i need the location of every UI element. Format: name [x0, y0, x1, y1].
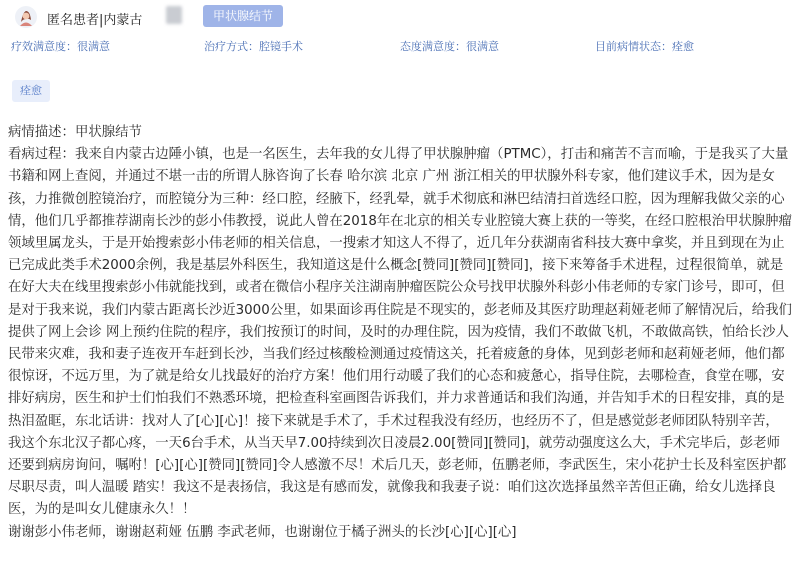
- status-chip: 痊愈: [12, 80, 50, 102]
- description-title: 病情描述：甲状腺结节: [8, 125, 142, 140]
- satisfaction-metrics: [0, 38, 800, 56]
- disease-tag[interactable]: 甲状腺结节: [203, 5, 283, 27]
- metric-value: 痊愈: [672, 40, 694, 53]
- metric-label: 疗效满意度：: [11, 40, 77, 53]
- redacted-region: [166, 6, 182, 24]
- metric-label: 治疗方式：: [204, 40, 259, 53]
- user-avatar-icon: [15, 6, 37, 28]
- description-footer: 谢谢彭小伟老师，谢谢赵莉娅 伍鹏 李武老师，也谢谢位于橘子洲头的长沙[心][心][心]: [8, 524, 517, 540]
- metric-attitude: [400, 38, 499, 54]
- metric-label: 态度满意度：: [400, 40, 466, 53]
- patient-name: 匿名患者|内蒙古: [47, 13, 143, 28]
- metric-efficacy: [11, 38, 110, 54]
- metric-value: 很满意: [77, 40, 110, 53]
- bottom-fade: [0, 545, 800, 571]
- review-header: [0, 0, 800, 34]
- condition-description: [8, 122, 792, 544]
- metric-value: 很满意: [466, 40, 499, 53]
- metric-treatment: [204, 38, 303, 54]
- metric-condition: [595, 38, 694, 54]
- metric-label: 目前病情状态：: [595, 40, 672, 53]
- metric-value: 腔镜手术: [259, 40, 303, 53]
- description-body: 看病过程：我来自内蒙古边陲小镇，也是一名医生，去年我的女儿得了甲状腺肿瘤（PTMC），打击和痛苦不言而喻，于是我买了大量书籍和网上查阅，并通过不堪一击的所谓人脉咨询了长春 哈尔滨 北京 广州 浙江相关的甲状腺外科专家，他们建议手术，因为是女孩，力推微创腔镜治疗，而腔镜分为三种：经口腔，经腋下，经乳晕，就手术彻底和淋巴结清扫首选经口腔，因为理解我做父亲的心情，他们几乎都推荐湖南长沙的彭小伟教授，说此人曾在2018年在北京的相关专业腔镜大赛上获的一等奖，在经口腔根治甲状腺肿瘤领域里属龙头，于是开始搜索彭小伟老师的相关信息，一搜索才知这人不得了，近几年分获湖南省科技大赛中拿奖，并且到现在为止已完成此类手术2000余例，我是基层外科医生，我知道这是什么概念[赞同][赞同][赞同]，接下来筹备手术进程，过程很简单，就是在好大夫在线里搜索彭小伟就能找到，或者在微信小程序关注湖南肿瘤医院公众号找甲状腺外科彭小伟老师的专家门诊号，即可，但是对于我来说，我们内蒙古距离长沙近3000公里，如果面诊再住院是不现实的，彭老师及其医疗助理赵莉娅老师了解情况后，给我们提供了网上会诊 网上预约住院的程序，我们按预订的时间，及时的办理住院，因为疫情，我们不敢做飞机，不敢做高铁，怕给长沙人民带来灾难，我和妻子连夜开车赶到长沙，当我们经过核酸检测通过疫情这关，托着疲惫的身体，见到彭老师和赵莉娅老师，他们都很惊讶，不远万里，为了就是给女儿找最好的治疗方案！他们用行动暖了我们的心态和疲惫心，指导住院，去哪检查，食堂在哪，安排好病房，医生和护士们怕我们不熟悉环境，把检查科室画图告诉我们，并力求普通话和我们沟通，并告知手术的日程安排，真的是热泪盈眶，东北话讲：找对人了[心][心]！接下来就是手术了，手术过程我没有经历，也经历不了，但是感觉彭老师团队特别辛苦，我这个东北汉子都心疼，一天6台手术，从当天早7.00持续到次日凌晨2.00[赞同][赞同]，就劳动强度这么大，手术完毕后，彭老师还要到病房询问，嘱咐！[心][心][赞同][赞同]令人感激不尽！术后几天，彭老师，伍鹏老师，李武医生，宋小花护士长及科室医护都尽职尽责，叫人温暖 踏实！我这不是表扬信，我这是有感而发，就像我和我妻子说：咱们这次选择虽然辛苦但正确，给女儿选择良医，为的是叫女儿健康永久！！: [8, 147, 792, 518]
